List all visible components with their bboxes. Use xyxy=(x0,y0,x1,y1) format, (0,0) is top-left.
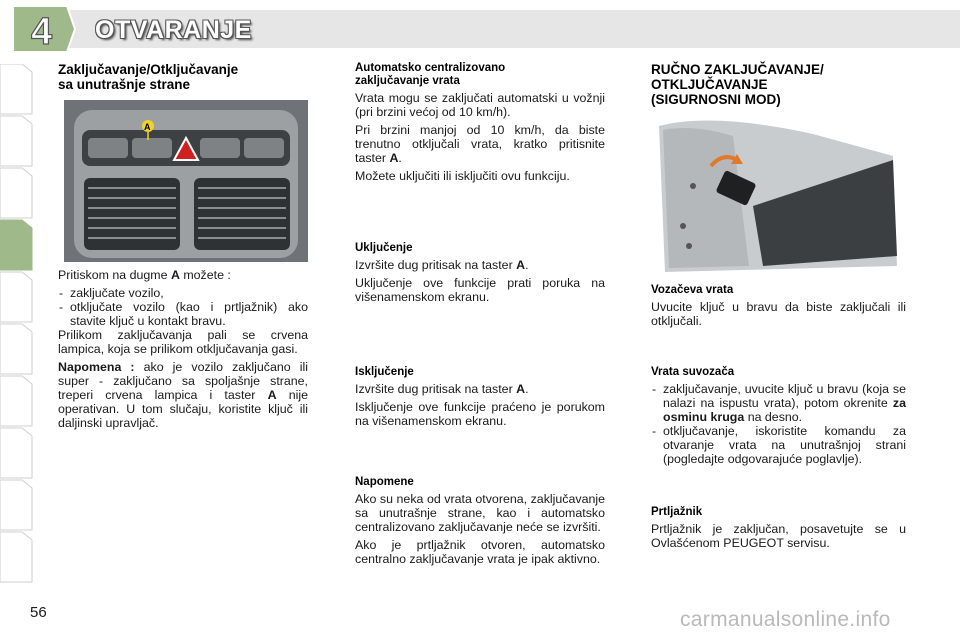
enable-heading: Uključenje xyxy=(355,242,413,254)
passenger-door-heading: Vrata suvozača xyxy=(651,366,735,378)
watermark: carmanualsonline.info xyxy=(680,608,891,631)
trunk-p: Prtljažnik je zaključan, posavetujte se u Ovlašćenom PEUGEOT servisu. xyxy=(651,522,906,550)
page-title: OTVARANJE xyxy=(95,16,252,44)
notes-p1: Ako su neka od vrata otvorena, zaključavanje sa unutrašnje strane, kao i automatsko centralizovano zaključavanje neće se izvršiti. xyxy=(355,492,605,534)
auto-lock-p1: Vrata mogu se zaključati automatski u vožnji (pri brzini većoj od 10 km/h). xyxy=(355,91,605,119)
disable-section xyxy=(355,366,605,432)
list-item: - otključavanje, iskoristite komandu za otvaranje vrata na unutrašnjoj strani (pogledajte odgovarajuće poglavlje). xyxy=(651,424,906,466)
svg-text:A: A xyxy=(144,122,151,132)
notes-section xyxy=(355,476,605,570)
auto-lock-p3: Možete uključiti ili isključiti ovu funkciju. xyxy=(355,169,570,183)
enable-section xyxy=(355,242,605,308)
notes-heading: Napomene xyxy=(355,476,414,488)
disable-heading: Isključenje xyxy=(355,366,414,378)
list-item: - zaključate vozilo, xyxy=(58,286,308,300)
driver-door-heading: Vozačeva vrata xyxy=(651,284,734,296)
list-item: - zaključavanje, uvucite ključ u bravu (koja se nalazi na ispustu vrata), potom okrenite za osminu kruga na desno. xyxy=(651,382,906,424)
left-body xyxy=(58,268,308,434)
middle-column xyxy=(355,62,605,187)
chapter-tabs[interactable] xyxy=(0,64,40,584)
disable-p2: Isključenje ove funkcije praćeno je porukom na višenamenskom ekranu. xyxy=(355,400,605,428)
disable-p1: Izvršite dug pritisak na taster A. xyxy=(355,382,529,396)
intro-paragraph: Pritiskom na dugme A možete : xyxy=(58,268,231,282)
lamp-paragraph: Prilikom zaključavanja pali se crvena lampica, koja se prilikom otključavanja gasi. xyxy=(58,328,308,356)
dashboard-photo xyxy=(64,100,308,262)
list-item: - otključate vozilo (kao i prtljažnik) ako stavite ključ u kontakt bravu. xyxy=(58,300,308,328)
notes-p2: Ako je prtljažnik otvoren, automatsko centralno zaključavanje vrata je ipak aktivno. xyxy=(355,538,605,566)
enable-p2: Uključenje ove funkcije prati poruka na višenamenskom ekranu. xyxy=(355,276,605,304)
right-heading: RUČNO ZAKLJUČAVANJE/ OTKLJUČAVANJE (SIGURNOSNI MOD) xyxy=(651,62,824,107)
page-number: 56 xyxy=(30,604,47,621)
auto-lock-p2: Pri brzini manjoj od 10 km/h, da biste trenutno otključali vrata, kratko pritisnite taster A. xyxy=(355,123,605,165)
auto-lock-heading: Automatsko centralizovano zaključavanje vrata xyxy=(355,62,506,87)
left-column xyxy=(58,62,308,92)
note-paragraph: Napomena : ako je vozilo zaključano ili super - zaključano sa spoljašnje strane, treperi crvena lampica i taster A nije operativan. U tom slučaju, koristite ključ ili daljinski upravljač. xyxy=(58,360,309,430)
driver-door-section xyxy=(651,284,906,332)
trunk-section xyxy=(651,506,906,554)
chapter-number: 4 xyxy=(31,11,53,53)
trunk-heading: Prtljažnik xyxy=(651,506,703,518)
passenger-door-section xyxy=(651,366,906,466)
left-heading: Zaključavanje/Otključavanje sa unutrašnje strane xyxy=(58,62,239,92)
right-column xyxy=(651,62,906,107)
driver-door-p: Uvucite ključ u bravu da biste zaključali ili otključali. xyxy=(651,300,906,328)
enable-p1: Izvršite dug pritisak na taster A. xyxy=(355,258,529,272)
door-lock-photo xyxy=(653,116,901,272)
chapter-badge xyxy=(9,4,79,54)
